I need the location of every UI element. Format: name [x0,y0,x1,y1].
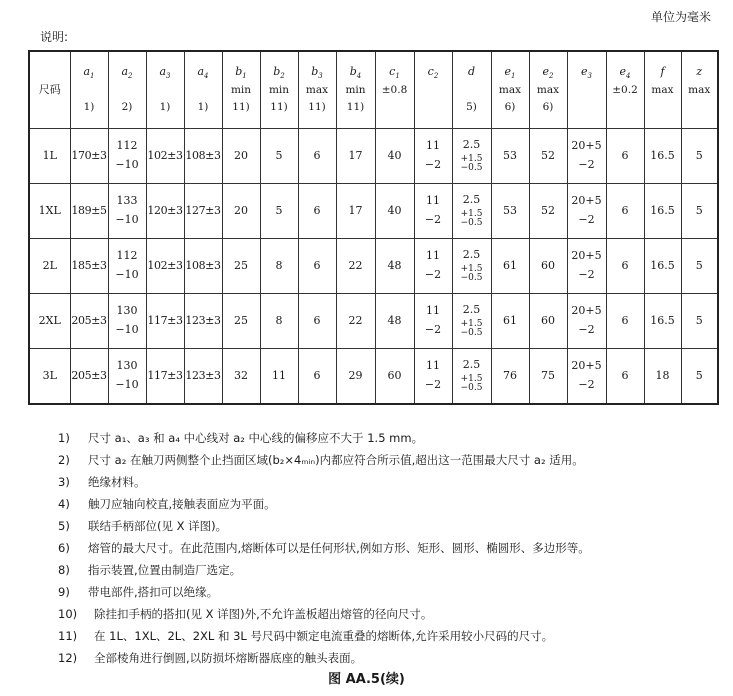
header-z [681,51,718,129]
header-footnote-ref: 11) [232,101,250,114]
cell-f: 16.5 [644,129,681,184]
cell-b4: 22 [336,239,375,294]
header-size: 尺码 [29,51,70,129]
footnote-number: 2) [58,453,70,467]
footnote-item [58,449,718,471]
cell-a1: 205±3 [70,294,108,349]
cell-a3: 117±3 [146,294,184,349]
header-f [644,51,681,129]
header-qualifier: min [230,84,252,97]
cell-c1: 48 [375,239,414,294]
cell-b3: 6 [298,239,336,294]
cell-b3: 6 [298,349,336,405]
cell-b3: 6 [298,294,336,349]
header-symbol: $b_4$ [349,64,362,81]
cell-e2: 52 [529,129,567,184]
header-qualifier: max [536,84,560,97]
header-footnote-ref: 1) [83,101,95,114]
cell-size: 1XL [29,184,70,239]
header-qualifier: min [345,84,366,97]
header-qualifier: max [305,84,329,97]
footnote-text: 指示装置,位置由制造厂选定。 [88,563,242,577]
cell-z: 5 [681,129,718,184]
header-qualifier: max [498,84,522,97]
footnote-text: 尺寸 a₂ 在触刀两侧整个止挡面区域(b₂×4ₘᵢₙ)内都应符合所示值,超出这一范围最大尺寸 a₂ 适用。 [88,453,584,467]
footnote-number: 1) [58,431,70,445]
cell-e1: 76 [491,349,529,405]
cell-e2: 52 [529,184,567,239]
cell-a3: 102±3 [146,239,184,294]
footnote-number: 9) [58,585,70,599]
cell-b1: 20 [222,129,260,184]
dimension-table [28,50,719,405]
cell-e4: 6 [606,184,644,239]
table-row [29,239,718,294]
cell-f: 18 [644,349,681,405]
cell-a3: 102±3 [146,129,184,184]
footnote-text: 尺寸 a₁、a₃ 和 a₄ 中心线对 a₂ 中心线的偏移应不大于 1.5 mm。 [88,431,424,445]
header-symbol: $e_2$ [542,64,554,81]
table-row [29,294,718,349]
unit-note: 单位为毫米 [650,10,711,24]
cell-c2: 11 −2 [414,129,452,184]
cell-c2: 11 −2 [414,184,452,239]
cell-b1: 25 [222,294,260,349]
footnote-item [58,493,718,515]
header-symbol: $b_1$ [235,64,247,81]
cell-d: 2.5 +1.5 −0.5 [452,294,491,349]
cell-e3: 20+5 −2 [567,239,606,294]
header-qualifier [109,84,146,97]
header-footnote-ref: 11) [270,101,288,114]
table-header-row [29,51,718,129]
header-symbol: $b_3$ [311,64,323,81]
footnote-number: 11) [58,629,78,643]
cell-e4: 6 [606,129,644,184]
cell-a3: 120±3 [146,184,184,239]
cell-a2: 112 −10 [108,239,146,294]
header-footnote-ref: 11) [346,101,365,114]
header-qualifier [568,84,606,97]
cell-e2: 60 [529,294,567,349]
header-footnote-ref: 6) [542,101,554,114]
cell-a4: 108±3 [184,129,222,184]
header-footnote-ref [376,101,414,114]
header-symbol: $a_4$ [197,64,209,81]
cell-e4: 6 [606,349,644,405]
cell-size: 3L [29,349,70,405]
header-symbol: f [660,64,665,78]
cell-d: 2.5 +1.5 −0.5 [452,184,491,239]
cell-f: 16.5 [644,294,681,349]
cell-b4: 22 [336,294,375,349]
header-a2 [108,51,146,129]
cell-d: 2.5 +1.5 −0.5 [452,129,491,184]
cell-e3: 20+5 −2 [567,349,606,405]
header-e4 [606,51,644,129]
header-b3 [298,51,336,129]
cell-e1: 61 [491,239,529,294]
footnotes [58,427,718,669]
header-symbol: $a_3$ [159,64,171,81]
cell-d: 2.5 +1.5 −0.5 [452,239,491,294]
header-footnote-ref [568,101,606,114]
cell-size: 2L [29,239,70,294]
cell-a2: 130 −10 [108,294,146,349]
cell-f: 16.5 [644,239,681,294]
cell-a1: 189±5 [70,184,108,239]
footnote-text: 带电部件,搭扣可以绝缘。 [88,585,219,599]
footnote-text: 联结手柄部位(见 X 详图)。 [88,519,228,533]
header-qualifier: ±0.2 [612,84,638,97]
table-row [29,129,718,184]
footnote-item [58,581,718,603]
cell-e1: 53 [491,184,529,239]
footnote-item [58,603,718,625]
header-symbol: $a_1$ [83,64,95,81]
header-b2 [260,51,298,129]
cell-a4: 123±3 [184,294,222,349]
footnote-number: 10) [58,607,78,621]
cell-b2: 5 [260,184,298,239]
cell-f: 16.5 [644,184,681,239]
footnote-number: 4) [58,497,70,511]
cell-e3: 20+5 −2 [567,184,606,239]
header-footnote-ref: 6) [504,101,516,114]
header-footnote-ref [415,101,452,114]
explain-label: 说明: [40,30,69,44]
header-symbol: $a_2$ [121,64,133,81]
cell-c1: 40 [375,129,414,184]
cell-b4: 29 [336,349,375,405]
footnote-number: 8) [58,563,70,577]
cell-z: 5 [681,184,718,239]
cell-a4: 127±3 [184,184,222,239]
cell-e4: 6 [606,294,644,349]
cell-b2: 8 [260,294,298,349]
header-symbol: $e_1$ [504,64,516,81]
header-footnote-ref: 5) [466,101,477,114]
cell-e4: 6 [606,239,644,294]
cell-b3: 6 [298,129,336,184]
header-d [452,51,491,129]
header-b4 [336,51,375,129]
cell-b1: 25 [222,239,260,294]
cell-e1: 53 [491,129,529,184]
header-symbol: $c_2$ [427,64,439,81]
cell-z: 5 [681,349,718,405]
header-c2 [414,51,452,129]
header-qualifier [71,84,108,97]
header-a3 [146,51,184,129]
header-b1 [222,51,260,129]
cell-b4: 17 [336,129,375,184]
cell-c2: 11 −2 [414,294,452,349]
header-symbol: $e_4$ [619,64,631,81]
cell-z: 5 [681,294,718,349]
header-qualifier [453,84,491,97]
header-symbol: $e_3$ [581,64,592,81]
cell-a2: 133 −10 [108,184,146,239]
footnote-text: 除挂扣手柄的搭扣(见 X 详图)外,不允许盖板超出熔管的径向尺寸。 [94,607,433,621]
cell-a4: 108±3 [184,239,222,294]
header-qualifier [185,84,222,97]
cell-e3: 20+5 −2 [567,294,606,349]
header-footnote-ref: 1) [159,101,171,114]
header-footnote-ref [607,101,644,114]
footnote-text: 绝缘材料。 [88,475,146,489]
cell-a1: 185±3 [70,239,108,294]
header-footnote-ref: 1) [197,101,209,114]
footnote-number: 3) [58,475,70,489]
cell-a4: 123±3 [184,349,222,405]
cell-b2: 11 [260,349,298,405]
cell-b3: 6 [298,184,336,239]
header-qualifier: max [651,84,674,97]
footnote-item [58,515,718,537]
header-qualifier [147,84,184,97]
cell-size: 2XL [29,294,70,349]
cell-e2: 60 [529,239,567,294]
cell-a2: 112 −10 [108,129,146,184]
table-row [29,184,718,239]
footnote-item [58,427,718,449]
figure-caption: 图 AA.5(续) [328,672,405,687]
header-e1 [491,51,529,129]
header-e2 [529,51,567,129]
cell-c1: 40 [375,184,414,239]
cell-c1: 48 [375,294,414,349]
cell-b1: 32 [222,349,260,405]
cell-d: 2.5 +1.5 −0.5 [452,349,491,405]
header-symbol: $c_1$ [389,64,400,81]
footnote-number: 5) [58,519,70,533]
header-footnote-ref [645,101,681,114]
footnote-item [58,471,718,493]
cell-e3: 20+5 −2 [567,129,606,184]
footnote-text: 熔管的最大尺寸。在此范围内,熔断体可以是任何形状,例如方形、矩形、圆形、椭圆形、多边形等。 [88,541,590,555]
cell-e1: 61 [491,294,529,349]
cell-e2: 75 [529,349,567,405]
cell-b4: 17 [336,184,375,239]
header-qualifier [415,84,452,97]
footnote-item [58,647,718,669]
header-qualifier: max [688,84,711,97]
header-c1 [375,51,414,129]
header-symbol: z [696,64,703,78]
cell-a2: 130 −10 [108,349,146,405]
table-row [29,349,718,405]
cell-c2: 11 −2 [414,239,452,294]
footnote-number: 12) [58,651,78,665]
cell-b2: 8 [260,239,298,294]
footnote-text: 在 1L、1XL、2L、2XL 和 3L 号尺码中额定电流重叠的熔断体,允许采用较小尺码的尺寸。 [94,629,554,643]
header-e3 [567,51,606,129]
cell-a1: 170±3 [70,129,108,184]
footnote-text: 全部棱角进行倒圆,以防损坏熔断器底座的触头表面。 [94,651,363,665]
header-a4 [184,51,222,129]
cell-size: 1L [29,129,70,184]
cell-a1: 205±3 [70,349,108,405]
header-symbol: d [467,64,476,78]
footnote-item [58,537,718,559]
footnote-number: 6) [58,541,70,555]
cell-z: 5 [681,239,718,294]
footnote-item [58,559,718,581]
cell-a3: 117±3 [146,349,184,405]
header-footnote-ref: 2) [121,101,133,114]
cell-b2: 5 [260,129,298,184]
footnote-text: 触刀应轴向校直,接触表面应为平面。 [88,497,276,511]
header-footnote-ref [682,101,718,114]
cell-c1: 60 [375,349,414,405]
header-footnote-ref: 11) [308,101,326,114]
footnote-item [58,625,718,647]
cell-c2: 11 −2 [414,349,452,405]
header-symbol: $b_2$ [273,64,285,81]
header-qualifier: min [268,84,290,97]
cell-b1: 20 [222,184,260,239]
header-a1 [70,51,108,129]
header-qualifier: ±0.8 [381,84,408,97]
